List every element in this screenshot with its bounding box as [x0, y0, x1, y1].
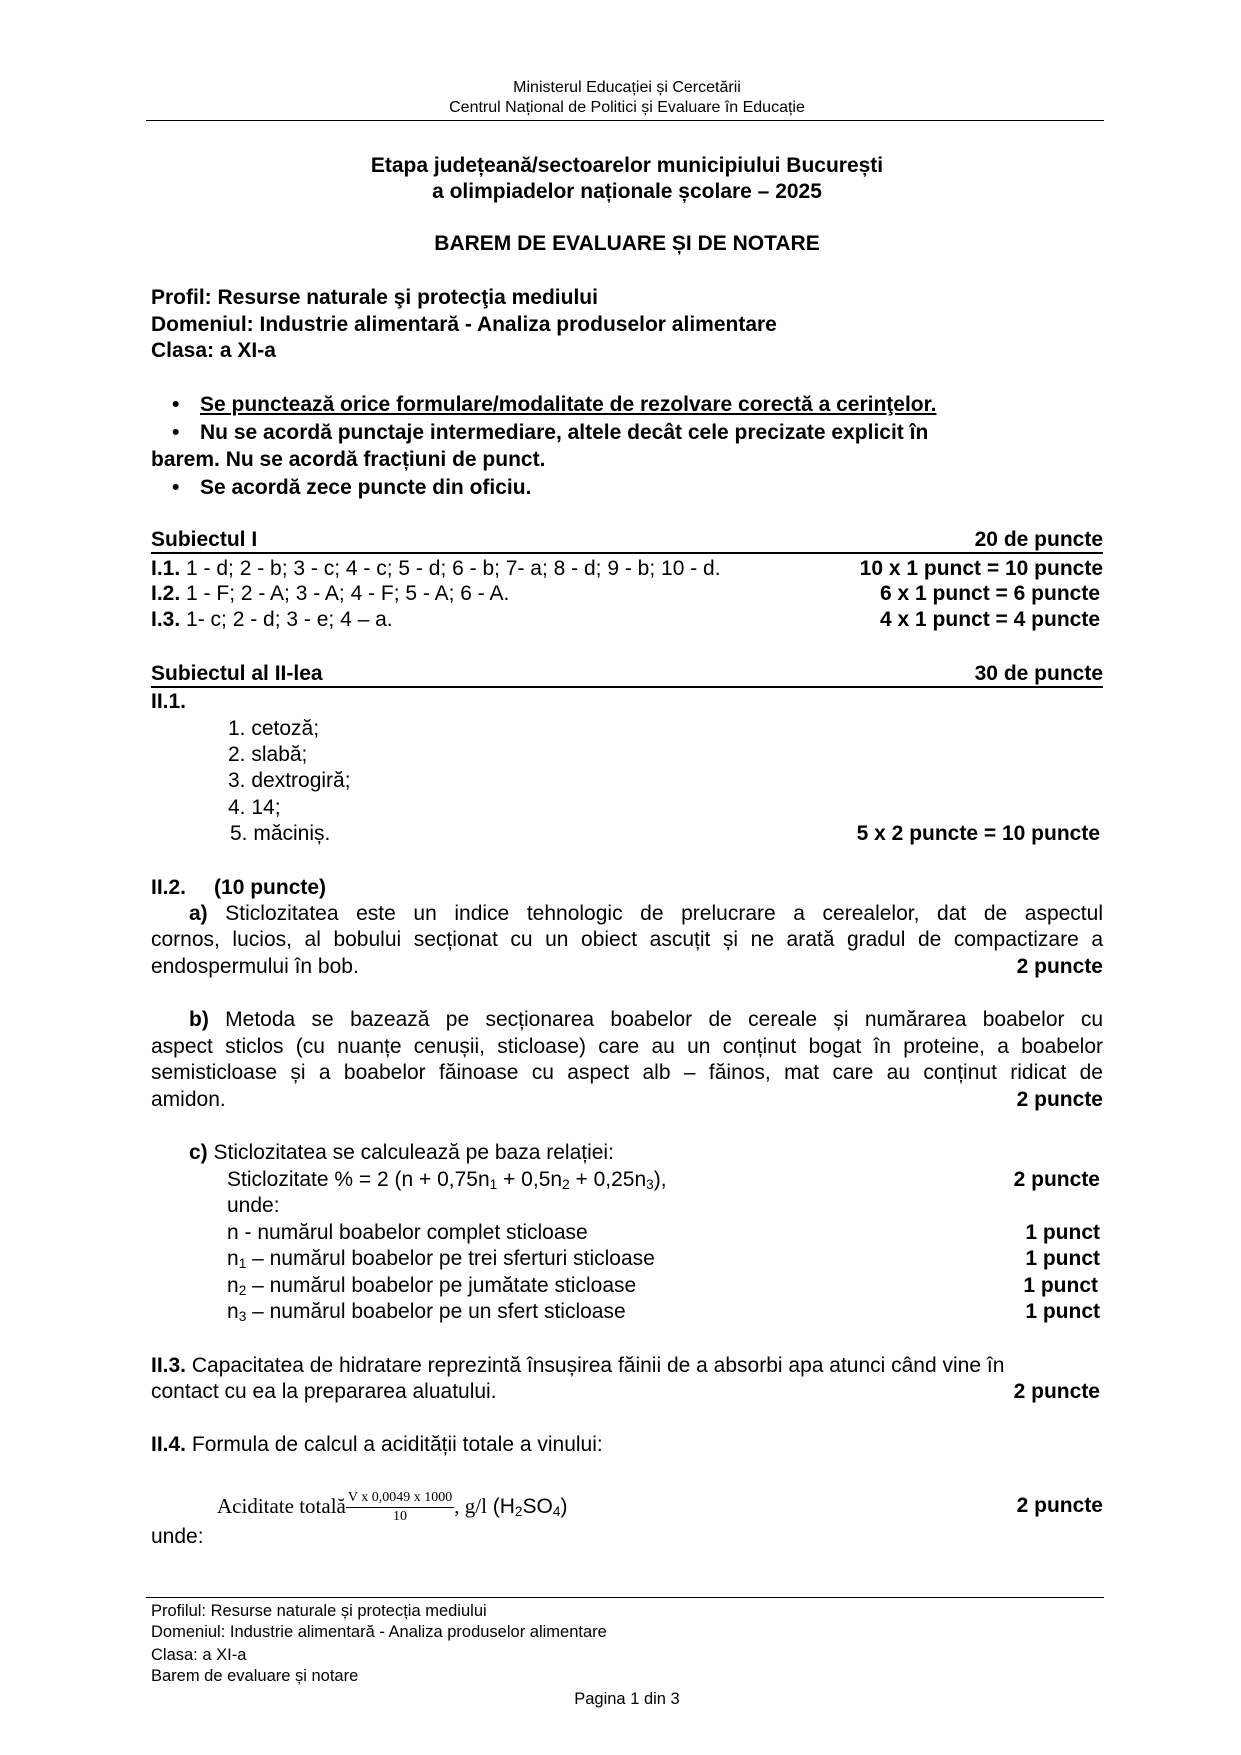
item-label: II.3.	[151, 1354, 187, 1377]
rule-2-cont: barem. Nu se acordă fracțiuni de punct.	[151, 448, 546, 471]
subscript: 1	[238, 1256, 247, 1271]
subscript: 2	[514, 1504, 523, 1519]
subscript: 2	[238, 1283, 247, 1298]
II2a-line-3	[151, 954, 1103, 980]
item-I3	[151, 607, 1103, 633]
II2a-line-1	[151, 901, 1103, 927]
item-score: 2 puncte	[1013, 1168, 1100, 1191]
unde-label-II4: unde:	[151, 1525, 204, 1548]
text: Formula de calcul a acidității totale a vinului:	[186, 1433, 603, 1456]
title-line-2: a olimpiadelor naționale școlare – 2025	[432, 180, 822, 203]
subscript: 4	[552, 1504, 561, 1519]
item-label: II.2.	[151, 876, 187, 899]
answer-text: 5. măciniș.	[230, 822, 331, 845]
footer-rule	[146, 1597, 1104, 1598]
def-n3	[227, 1299, 1100, 1325]
subscript: 3	[646, 1177, 654, 1192]
section-title: Subiectul al II-lea	[151, 662, 323, 685]
section-points: 20 de puncte	[974, 528, 1103, 551]
rule-2	[172, 420, 1080, 446]
numerator: V x 0,0049 x 1000	[346, 1489, 454, 1508]
definition: - numărul boabelor complet sticloase	[238, 1221, 588, 1244]
rule-text: Se acordă zece puncte din oficiu.	[200, 476, 532, 499]
item-score: 2 puncte	[1016, 1088, 1103, 1111]
sub-label: c)	[189, 1141, 208, 1164]
sub-label: a)	[189, 902, 208, 925]
item-score: 1 punct	[1025, 1221, 1100, 1244]
item-score: 1 punct	[1025, 1247, 1100, 1270]
subscript: 2	[562, 1177, 570, 1192]
bullet-icon: •	[172, 476, 180, 499]
formula-part: ),	[653, 1168, 667, 1191]
item-score: 1 punct	[1023, 1274, 1098, 1297]
section-title: Subiectul I	[151, 528, 258, 551]
center-name: Centrul Național de Politici și Evaluare în Educație	[449, 99, 805, 116]
chem-part: (H	[492, 1495, 515, 1518]
II2b-line-3: semisticloase și a boabelor făinoase cu aspect alb – făinos, mat care au conținut ridicat de	[151, 1061, 1103, 1084]
section-2-header	[151, 661, 1103, 688]
item-answers: 1 - d; 2 - b; 3 - c; 4 - c; 5 - d; 6 - b; 7- a; 8 - d; 9 - b; 10 - d.	[180, 557, 721, 580]
formula-lhs: Aciditate totală	[217, 1494, 346, 1518]
title-line-1: Etapa județeană/sectoarelor municipiului București	[370, 154, 884, 177]
answer-1: 1. cetoză;	[228, 717, 320, 740]
item-I2	[151, 581, 1103, 607]
text: endospermului în bob.	[151, 955, 359, 978]
symbol: n	[227, 1300, 239, 1323]
text: contact cu ea la prepararea aluatului.	[151, 1380, 497, 1403]
subscript: 3	[238, 1309, 247, 1324]
symbol: n	[227, 1247, 239, 1270]
formula-part: + 0,25n	[569, 1168, 647, 1191]
definition: – numărul boabelor pe jumătate sticloase	[246, 1274, 637, 1297]
fraction	[346, 1489, 454, 1526]
II2b-line-4	[151, 1087, 1103, 1113]
subscript: 1	[489, 1177, 498, 1192]
item-II3-line-1	[151, 1353, 1103, 1379]
text: Metoda se bazează pe secționarea boabelor de cereale și numărarea boabelor cu	[225, 1008, 1103, 1031]
class: Clasa: a XI-a	[151, 339, 276, 362]
unde-label: unde:	[227, 1194, 280, 1217]
item-I1	[151, 556, 1103, 582]
page-number: Pagina 1 din 3	[574, 1690, 680, 1708]
footer-profile: Profilul: Resurse naturale și protecția mediului	[151, 1602, 487, 1620]
item-II1-label: II.1.	[151, 690, 187, 713]
item-score: 4 x 1 punct = 4 puncte	[880, 608, 1100, 631]
rule-1	[172, 392, 1080, 418]
answer-5	[230, 821, 1100, 847]
item-label: I.1.	[151, 557, 181, 580]
item-II2-header	[151, 875, 1103, 901]
answer-2: 2. slabă;	[228, 743, 308, 766]
chem-part: )	[560, 1495, 568, 1518]
denominator: 10	[393, 1508, 408, 1524]
item-label: I.3.	[151, 608, 181, 631]
section-1-header	[151, 527, 1103, 554]
item-score: 2 puncte	[1016, 1494, 1103, 1517]
item-score: 6 x 1 punct = 6 puncte	[880, 582, 1100, 605]
item-answers: 1- c; 2 - d; 3 - e; 4 – a.	[180, 608, 393, 631]
item-II3-line-2	[151, 1379, 1100, 1405]
footer-class: Clasa: a XI-a	[151, 1646, 247, 1664]
II2b-line-1	[151, 1007, 1103, 1033]
answer-3: 3. dextrogiră;	[228, 769, 351, 792]
item-score: 2 puncte	[1016, 955, 1103, 978]
rule-text: Se punctează orice formulare/modalitate de rezolvare corectă a cerinţelor.	[200, 393, 937, 416]
definition: – numărul boabelor pe un sfert sticloase	[246, 1300, 626, 1323]
formula-sticlozitate	[227, 1167, 1100, 1193]
rule-3	[172, 475, 1080, 501]
section-points: 30 de puncte	[974, 662, 1103, 685]
formula-part: + 0,5n	[497, 1168, 563, 1191]
domain: Domeniul: Industrie alimentară - Analiza produselor alimentare	[151, 313, 777, 336]
answer-4: 4. 14;	[228, 796, 281, 819]
item-label: II.4.	[151, 1433, 187, 1456]
chem-part: SO	[522, 1495, 553, 1518]
item-label: I.2.	[151, 582, 181, 605]
bullet-icon: •	[172, 393, 180, 416]
rule-text: Nu se acordă punctaje intermediare, altele decât cele precizate explicit în	[200, 421, 929, 444]
text: Sticlozitatea se calculează pe baza relației:	[213, 1141, 614, 1164]
symbol: n	[227, 1221, 239, 1244]
text: Sticlozitatea este un indice tehnologic de prelucrare a cerealelor, dat de aspectul	[225, 902, 1103, 925]
header-rule	[146, 120, 1104, 121]
footer-domain: Domeniul: Industrie alimentară - Analiza produselor alimentare	[151, 1623, 607, 1641]
formula-part: Sticlozitate % = 2 (n + 0,75n	[227, 1168, 490, 1191]
II2c-line-1	[189, 1140, 1103, 1166]
II2a-line-2: cornos, lucios, al bobului secționat cu un obiect ascuțit și ne arată gradul de compactizare a	[151, 928, 1103, 951]
def-n1	[227, 1246, 1100, 1272]
def-n	[227, 1220, 1100, 1246]
item-II4-header	[151, 1432, 1103, 1458]
item-score: 5 x 2 puncte = 10 puncte	[856, 822, 1100, 845]
def-n2	[227, 1273, 1098, 1299]
item-score: 2 puncte	[1013, 1380, 1100, 1403]
bullet-icon: •	[172, 421, 180, 444]
item-answers: 1 - F; 2 - A; 3 - A; 4 - F; 5 - A; 6 - A.	[180, 582, 510, 605]
item-points: (10 puncte)	[214, 876, 327, 899]
symbol: n	[227, 1274, 239, 1297]
text: amidon.	[151, 1088, 226, 1111]
unit: , g/l	[454, 1494, 487, 1518]
document-title: BAREM DE EVALUARE ȘI DE NOTARE	[434, 232, 820, 255]
II2b-line-2: aspect sticlos (cu nuanțe cenușii, sticloase) care au un conținut bogat în proteine, a boabelor	[151, 1035, 1103, 1058]
item-score: 1 punct	[1025, 1300, 1100, 1323]
text: Capacitatea de hidratare reprezintă însușirea făinii de a absorbi apa atunci când vine în	[186, 1354, 1005, 1377]
profile: Profil: Resurse naturale şi protecţia mediului	[151, 286, 598, 309]
sub-label: b)	[189, 1008, 209, 1031]
footer-barem: Barem de evaluare și notare	[151, 1667, 359, 1685]
acidity-formula	[151, 1484, 1103, 1528]
ministry-name: Ministerul Educației și Cercetării	[513, 79, 741, 96]
item-score: 10 x 1 punct = 10 puncte	[859, 557, 1103, 580]
definition: – numărul boabelor pe trei sferturi sticloase	[246, 1247, 655, 1270]
